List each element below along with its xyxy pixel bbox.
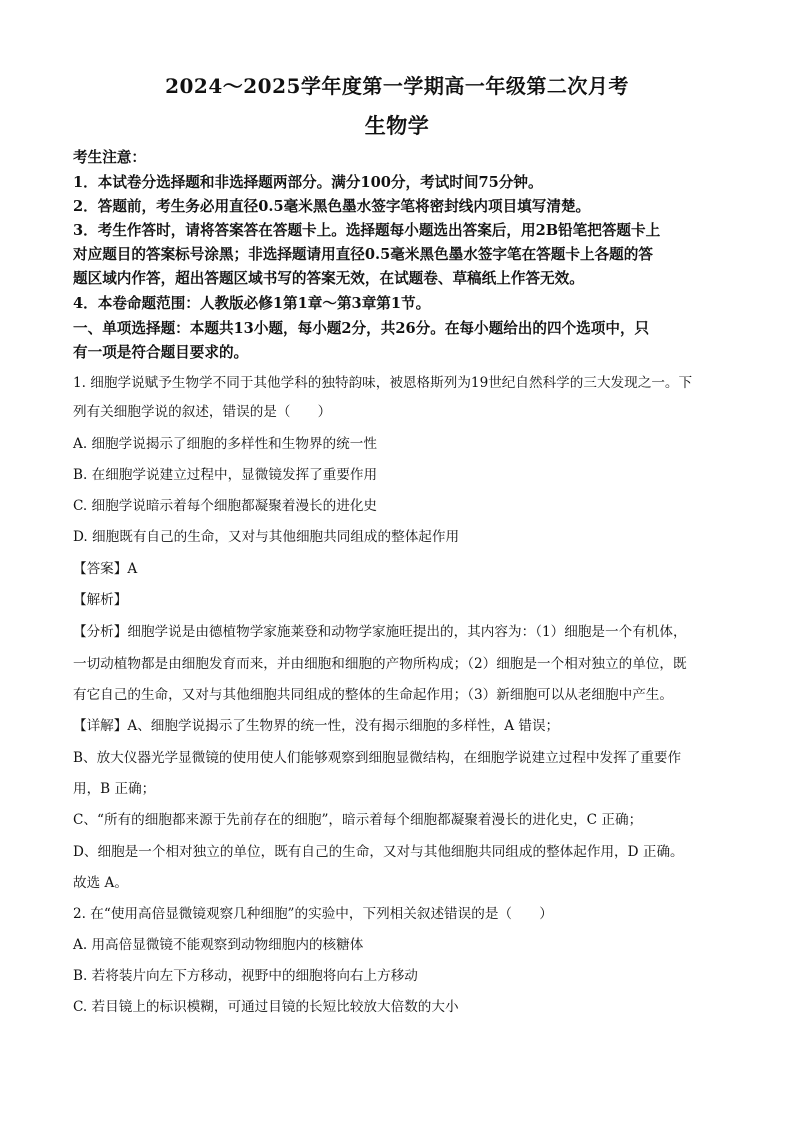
xiangjie-text-4: C、“所有的细胞都来源于先前存在的细胞”，暗示着每个细胞都凝聚着漫长的进化史，C 正确； xyxy=(73,812,643,828)
notice-item-3-cont1: 对应题目的答案标号涂黑；非选择题请用直径0.5毫米黑色墨水签字笔在答题卡上各题的答 xyxy=(73,246,653,263)
q1-analysis-tag: 【解析】 xyxy=(73,592,128,608)
xiangjie-tag: 【详解】 xyxy=(73,718,128,734)
fenxi-tag: 【分析】 xyxy=(73,624,128,640)
notice-heading: 考生注意： xyxy=(73,149,146,166)
answer-tag: 【答案】 xyxy=(73,561,128,577)
q1-stem-cont: 列有关细胞学说的叙述，错误的是（ ） xyxy=(73,404,332,420)
q1-xiangjie xyxy=(73,714,723,738)
answer-value: A xyxy=(127,561,138,577)
q1-option-b: B. 在细胞学说建立过程中，显微镜发挥了重要作用 xyxy=(73,467,378,483)
fenxi-text-2: 一切动植物都是由细胞发育而来，并由细胞和细胞的产物所构成；（2）细胞是一个相对独立的单位，既 xyxy=(73,656,687,672)
section-heading-cont: 有一项是符合题目要求的。 xyxy=(73,344,249,361)
notice-item-3-cont2: 题区域内作答，超出答题区域书写的答案无效，在试题卷、草稿纸上作答无效。 xyxy=(73,270,584,287)
fenxi-text-3: 有它自己的生命，又对与其他细胞共同组成的整体的生命起作用；（3）新细胞可以从老细胞中产生。 xyxy=(73,687,673,703)
notice-item-2: 2．答题前，考生务必用直径0.5毫米黑色墨水签字笔将密封线内项目填写清楚。 xyxy=(73,198,591,215)
q1-conclusion: 故选 A。 xyxy=(73,875,128,891)
xiangjie-text-1: A、细胞学说揭示了生物界的统一性，没有揭示细胞的多样性，A 错误； xyxy=(127,718,560,734)
xiangjie-text-5: D、细胞是一个相对独立的单位，既有自己的生命，又对与其他细胞共同组成的整体起作用，D 正确。 xyxy=(73,844,684,860)
subject-title: 生物学 xyxy=(364,113,430,138)
q1-option-c: C. 细胞学说暗示着每个细胞都凝聚着漫长的进化史 xyxy=(73,498,378,514)
section-heading: 一、单项选择题：本题共13小题，每小题2分，共26分。在每小题给出的四个选项中，只 xyxy=(73,320,650,337)
fenxi-text-1: 细胞学说是由德植物学家施莱登和动物学家施旺提出的，其内容为：（1）细胞是一个有机体， xyxy=(127,624,687,640)
xiangjie-text-3: 用，B 正确； xyxy=(73,781,156,797)
notice-item-4: 4．本卷命题范围：人教版必修1第1章～第3章第1节。 xyxy=(73,295,431,312)
q2-option-b: B. 若将装片向左下方移动，视野中的细胞将向右上方移动 xyxy=(73,968,418,984)
q2-option-c: C. 若目镜上的标识模糊，可通过目镜的长短比较放大倍数的大小 xyxy=(73,999,459,1015)
q1-stem: 1. 细胞学说赋予生物学不同于其他学科的独特韵味，被恩格斯列为19世纪自然科学的三大发现之一。下 xyxy=(73,375,693,391)
notice-item-3: 3．考生作答时，请将答案答在答题卡上。选择题每小题选出答案后，用2B铅笔把答题卡上 xyxy=(73,222,661,239)
q2-stem: 2. 在“使用高倍显微镜观察几种细胞”的实验中，下列相关叙述错误的是（ ） xyxy=(73,906,553,922)
notice-item-1: 1．本试卷分选择题和非选择题两部分。满分100分，考试时间75分钟。 xyxy=(73,174,543,191)
xiangjie-text-2: B、放大仪器光学显微镜的使用使人们能够观察到细胞显微结构，在细胞学说建立过程中发挥了重要作 xyxy=(73,750,682,766)
q1-fenxi xyxy=(73,620,723,644)
q1-answer xyxy=(73,557,723,581)
q2-option-a: A. 用高倍显微镜不能观察到动物细胞内的核糖体 xyxy=(73,937,364,953)
q1-option-a: A. 细胞学说揭示了细胞的多样性和生物界的统一性 xyxy=(73,436,377,452)
q1-option-d: D. 细胞既有自己的生命，又对与其他细胞共同组成的整体起作用 xyxy=(73,529,460,545)
exam-title: 2024～2025学年度第一学期高一年级第二次月考 xyxy=(165,74,629,98)
